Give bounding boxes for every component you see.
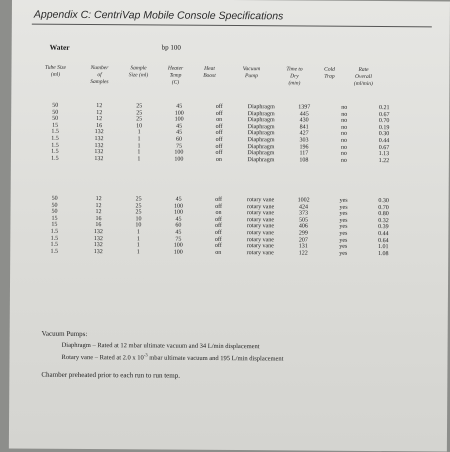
cell-heater-temp: 45 bbox=[175, 216, 182, 223]
cell-heater-temp: 45 bbox=[175, 196, 182, 203]
cell-vacuum-pump: Diaphragm bbox=[247, 117, 275, 124]
cell-tube-size: 1.5 bbox=[51, 135, 59, 142]
cell-overall-rate: 0.67 bbox=[378, 111, 390, 118]
cell-heat-boost: off bbox=[215, 130, 223, 137]
cell-cold-trap: no bbox=[340, 144, 347, 151]
cell-sample-count: 132 bbox=[94, 142, 104, 149]
rotary-spec-suffix: mbar ultimate vacuum and 195 L/min displacement bbox=[147, 354, 284, 363]
cell-sample-count: 12 bbox=[95, 209, 102, 216]
cell-dry-time: 117 bbox=[299, 150, 309, 157]
cell-dry-time: 406 bbox=[298, 223, 308, 230]
cell-sample-size: 1 bbox=[137, 149, 141, 156]
cell-sample-size: 1 bbox=[137, 136, 141, 143]
cell-heat-boost: off bbox=[215, 203, 223, 210]
cell-cold-trap: no bbox=[340, 137, 348, 144]
cell-overall-rate: 0.21 bbox=[378, 105, 390, 112]
column-header-cold-trap: Cold Trap bbox=[324, 66, 335, 80]
cell-vacuum-pump: Diaphragm bbox=[247, 150, 275, 157]
cell-tube-size: 15 bbox=[51, 222, 58, 229]
cell-heater-temp: 75 bbox=[175, 236, 182, 243]
cell-vacuum-pump: Diaphragm bbox=[247, 130, 275, 137]
cell-sample-size: 1 bbox=[137, 129, 141, 136]
cell-sample-size: 25 bbox=[136, 109, 143, 116]
cell-heater-temp: 60 bbox=[175, 222, 182, 230]
cell-sample-count: 12 bbox=[95, 202, 102, 209]
cell-heater-temp: 100 bbox=[173, 242, 183, 249]
section-label: Water bbox=[49, 42, 70, 52]
rotary-spec-prefix: Rotary vane – Rated at 2.0 x 10 bbox=[61, 353, 144, 362]
cell-dry-time: 427 bbox=[299, 130, 309, 137]
cell-dry-time: 1002 bbox=[297, 197, 310, 204]
cell-heat-boost: off bbox=[214, 229, 222, 236]
cell-overall-rate: 0.44 bbox=[378, 231, 389, 238]
cell-vacuum-pump: rotary vane bbox=[247, 197, 275, 204]
cell-vacuum-pump: rotary vane bbox=[246, 230, 274, 237]
cell-overall-rate: 0.32 bbox=[378, 217, 389, 224]
cell-dry-time: 303 bbox=[299, 137, 309, 144]
cell-cold-trap: yes bbox=[339, 250, 348, 257]
cell-vacuum-pump: rotary vane bbox=[246, 236, 274, 243]
column-header-heat-boost: Heat Boost bbox=[203, 65, 216, 79]
cell-tube-size: 50 bbox=[51, 208, 58, 215]
cell-heater-temp: 60 bbox=[176, 136, 183, 143]
cell-heat-boost: off bbox=[215, 143, 223, 150]
cell-sample-count: 16 bbox=[95, 222, 102, 229]
column-header-tube-size: Tube Size (ml) bbox=[45, 64, 67, 78]
column-header-sample-count: Number of Samples bbox=[90, 65, 109, 86]
cell-cold-trap: no bbox=[340, 157, 347, 164]
diaphragm-results-table bbox=[11, 102, 404, 164]
cell-overall-rate: 0.44 bbox=[378, 138, 390, 145]
cell-cold-trap: yes bbox=[339, 197, 348, 204]
cell-sample-size: 10 bbox=[135, 216, 142, 223]
cell-sample-size: 25 bbox=[135, 202, 142, 209]
cell-cold-trap: yes bbox=[339, 243, 348, 250]
cell-tube-size: 1.5 bbox=[51, 148, 59, 155]
cell-tube-size: 50 bbox=[51, 202, 58, 209]
cell-vacuum-pump: rotary vane bbox=[246, 210, 275, 217]
cell-cold-trap: no bbox=[341, 124, 348, 131]
cell-spacer bbox=[11, 155, 35, 162]
cell-dry-time: 1397 bbox=[298, 104, 311, 111]
cell-dry-time: 373 bbox=[298, 210, 309, 217]
cell-sample-count: 16 bbox=[95, 215, 102, 222]
cell-heater-temp: 100 bbox=[174, 203, 184, 210]
rotary-vane-results-table bbox=[10, 195, 403, 257]
column-header-overall-rate: Rate Overall (ml/min) bbox=[353, 66, 373, 87]
cell-overall-rate: 0.39 bbox=[378, 224, 389, 231]
cell-tube-size: 50 bbox=[52, 109, 59, 116]
cell-vacuum-pump: rotary vane bbox=[246, 203, 275, 210]
cell-cold-trap: yes bbox=[339, 237, 348, 244]
cell-heat-boost: off bbox=[215, 123, 223, 130]
cell-sample-size: 1 bbox=[137, 142, 141, 149]
cell-sample-size: 25 bbox=[135, 196, 142, 203]
cell-overall-rate: 1.01 bbox=[378, 244, 389, 251]
cell-heat-boost: on bbox=[215, 156, 222, 163]
boiling-point-label: bp 100 bbox=[161, 43, 181, 52]
cell-heat-boost: off bbox=[215, 136, 223, 143]
cell-tube-size: 1.5 bbox=[50, 241, 59, 248]
cell-sample-size: 25 bbox=[135, 209, 142, 216]
chamber-note: Chamber preheated prior to each run to run temp. bbox=[41, 370, 180, 380]
cell-overall-rate: 0.80 bbox=[378, 211, 389, 218]
cell-heat-boost: off bbox=[215, 150, 223, 157]
cell-vacuum-pump: Diaphragm bbox=[247, 123, 275, 131]
cell-vacuum-pump: rotary vane bbox=[246, 216, 275, 224]
cell-sample-count: 132 bbox=[93, 235, 103, 242]
header-divider bbox=[32, 24, 432, 28]
cell-vacuum-pump: Diaphragm bbox=[247, 110, 275, 117]
rotary-vane-pump-spec bbox=[61, 352, 283, 363]
cell-sample-size: 1 bbox=[136, 229, 140, 236]
diaphragm-pump-spec: Diaphragm – Rated at 12 mbar ultimate vacuum and 34 L/min displacement bbox=[61, 341, 260, 351]
cell-sample-size: 25 bbox=[136, 116, 143, 123]
cell-sample-count: 12 bbox=[96, 109, 103, 116]
cell-vacuum-pump: rotary vane bbox=[246, 243, 274, 250]
cell-sample-count: 132 bbox=[94, 129, 104, 136]
rotary-spec-exponent: -3 bbox=[143, 352, 148, 358]
cell-sample-count: 132 bbox=[94, 155, 104, 162]
cell-tube-size: 50 bbox=[52, 115, 59, 122]
cell-dry-time: 430 bbox=[299, 117, 309, 124]
cell-tube-size: 15 bbox=[51, 215, 58, 222]
page-header-title: Appendix C: CentriVap Mobile Console Specifications bbox=[33, 8, 284, 23]
cell-heater-temp: 45 bbox=[176, 129, 183, 137]
cell-cold-trap: no bbox=[341, 117, 348, 125]
cell-heater-temp: 45 bbox=[175, 229, 182, 236]
cell-vacuum-pump: rotary vane bbox=[246, 223, 275, 230]
cell-dry-time: 299 bbox=[298, 230, 308, 237]
cell-sample-size: 1 bbox=[136, 235, 140, 242]
cell-sample-count: 132 bbox=[93, 242, 103, 249]
cell-sample-count: 12 bbox=[95, 196, 102, 203]
cell-overall-rate: 0.70 bbox=[378, 204, 389, 211]
cell-cold-trap: yes bbox=[339, 230, 348, 237]
cell-sample-size: 1 bbox=[137, 156, 141, 163]
cell-sample-count: 132 bbox=[94, 136, 104, 143]
cell-cold-trap: no bbox=[341, 104, 348, 111]
cell-heater-temp: 100 bbox=[174, 110, 184, 117]
cell-overall-rate: 0.67 bbox=[378, 144, 390, 151]
vacuum-pumps-title: Vacuum Pumps: bbox=[41, 329, 88, 339]
cell-cold-trap: no bbox=[341, 131, 348, 138]
cell-heat-boost: on bbox=[216, 117, 223, 124]
cell-sample-size: 1 bbox=[136, 242, 140, 249]
cell-cold-trap: no bbox=[340, 150, 347, 157]
cell-heater-temp: 45 bbox=[176, 103, 183, 110]
cell-cold-trap: yes bbox=[339, 204, 348, 211]
cell-vacuum-pump: Diaphragm bbox=[247, 143, 275, 150]
cell-cold-trap: yes bbox=[339, 210, 348, 218]
cell-tube-size: 1.5 bbox=[50, 248, 59, 255]
cell-cold-trap: no bbox=[341, 111, 348, 118]
cell-dry-time: 196 bbox=[299, 144, 309, 151]
cell-sample-count: 16 bbox=[96, 122, 103, 129]
cell-heat-boost: off bbox=[215, 103, 223, 110]
cell-heater-temp: 100 bbox=[174, 156, 184, 163]
cell-overall-rate: 0.70 bbox=[378, 118, 390, 125]
column-header-sample-size: Sample Size (ml) bbox=[128, 65, 149, 79]
cell-tube-size: 1.5 bbox=[51, 129, 59, 136]
cell-vacuum-pump: rotary vane bbox=[246, 249, 274, 257]
cell-sample-count: 132 bbox=[93, 229, 103, 236]
cell-sample-count: 12 bbox=[96, 116, 103, 123]
cell-sample-size: 10 bbox=[136, 123, 143, 130]
cell-heat-boost: off bbox=[214, 236, 222, 243]
cell-heater-temp: 75 bbox=[175, 143, 182, 150]
cell-dry-time: 505 bbox=[298, 217, 308, 224]
cell-heat-boost: off bbox=[215, 196, 223, 203]
cell-heater-temp: 100 bbox=[173, 249, 183, 256]
cell-heater-temp: 100 bbox=[173, 209, 184, 216]
cell-cold-trap: yes bbox=[339, 217, 348, 224]
cell-dry-time: 131 bbox=[298, 243, 308, 250]
cell-vacuum-pump: Diaphragm bbox=[247, 137, 275, 144]
cell-tube-size: 1.5 bbox=[51, 142, 59, 149]
cell-dry-time: 424 bbox=[299, 204, 309, 211]
cell-heat-boost: off bbox=[214, 243, 222, 250]
cell-tube-size: 15 bbox=[52, 122, 59, 129]
cell-dry-time: 122 bbox=[298, 250, 308, 257]
cell-heat-boost: on bbox=[215, 210, 222, 217]
cell-tube-size: 1.5 bbox=[50, 235, 59, 242]
cell-heater-temp: 100 bbox=[174, 116, 184, 123]
cell-overall-rate: 0.30 bbox=[378, 198, 389, 205]
cell-spacer bbox=[10, 248, 34, 255]
cell-tube-size: 1.5 bbox=[50, 228, 59, 235]
cell-vacuum-pump: Diaphragm bbox=[247, 156, 275, 164]
cell-sample-count: 132 bbox=[94, 149, 104, 156]
column-header-vacuum-pump: Vacuum Pump bbox=[242, 66, 261, 80]
cell-overall-rate: 0.64 bbox=[378, 237, 389, 244]
cell-heater-temp: 45 bbox=[176, 123, 183, 130]
cell-tube-size: 1.5 bbox=[51, 155, 59, 162]
column-header-heater-temp: Heater Temp (C) bbox=[167, 65, 184, 86]
cell-heat-boost: off bbox=[215, 110, 223, 117]
cell-overall-rate: 0.19 bbox=[378, 124, 390, 131]
cell-tube-size: 50 bbox=[52, 102, 59, 109]
cell-heat-boost: on bbox=[215, 249, 222, 256]
cell-sample-size: 25 bbox=[136, 103, 143, 110]
cell-overall-rate: 0.30 bbox=[378, 131, 390, 138]
cell-sample-size: 1 bbox=[136, 249, 140, 256]
cell-tube-size: 50 bbox=[51, 195, 58, 202]
cell-cold-trap: yes bbox=[339, 224, 348, 231]
cell-overall-rate: 1.22 bbox=[378, 157, 390, 164]
cell-sample-count: 132 bbox=[93, 248, 103, 255]
cell-overall-rate: 1.13 bbox=[378, 151, 390, 158]
cell-sample-size: 10 bbox=[135, 222, 142, 229]
cell-dry-time: 445 bbox=[299, 111, 309, 118]
cell-dry-time: 841 bbox=[299, 124, 309, 131]
cell-overall-rate: 1.08 bbox=[377, 250, 389, 257]
document-page bbox=[9, 0, 450, 452]
column-header-dry-time: Time to Dry (min) bbox=[286, 66, 303, 87]
cell-heat-boost: off bbox=[214, 216, 222, 223]
cell-sample-count: 12 bbox=[96, 103, 103, 110]
cell-heater-temp: 100 bbox=[174, 149, 184, 156]
cell-dry-time: 207 bbox=[298, 237, 308, 244]
cell-vacuum-pump: Diaphragm bbox=[247, 104, 275, 111]
cell-dry-time: 108 bbox=[299, 157, 309, 164]
cell-heat-boost: off bbox=[214, 223, 222, 230]
